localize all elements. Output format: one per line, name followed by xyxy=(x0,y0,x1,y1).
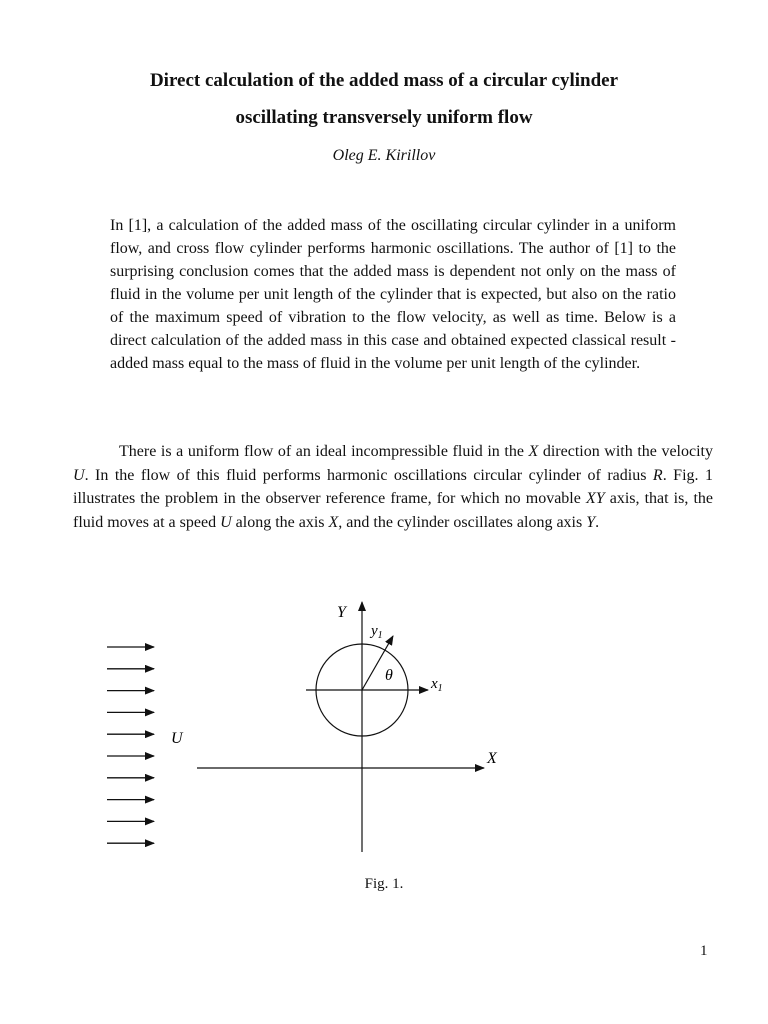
math-symbol: XY xyxy=(585,490,605,507)
math-symbol: Y xyxy=(586,513,596,531)
text-run: . Fig. 1 illustrates the problem in the observer reference frame, for which no movable xyxy=(73,466,714,507)
math-symbol: U xyxy=(73,466,85,484)
text-run: axis, that is, the fluid moves at a speed xyxy=(73,490,713,531)
label-X: X xyxy=(487,750,497,767)
math-symbol: R xyxy=(652,466,663,484)
text-run: along the axis xyxy=(231,513,329,531)
text-run: There is a uniform flow of an ideal incompressible fluid in the xyxy=(119,443,529,460)
figure-1 xyxy=(0,590,768,860)
label-theta: θ xyxy=(385,667,393,684)
text-run: . xyxy=(595,513,600,531)
label-U: U xyxy=(171,730,183,747)
abstract: In [1], a calculation of the added mass of the oscillating circular cylinder in a uniform flow, and cross flow cylinder performs harmonic oscillations. The author of [1] to the surprising conclusion comes that the added mass is dependent not only on the mass of fluid in the volume per unit length of the cylinder that is expected, but also on the ratio of the maximum speed of vibration to the flow velocity, as well as time. Below is a direct calculation of the added mass in this case and obtained expected classical result - added mass equal to the mass of fluid in the volume per unit length of the cylinder. xyxy=(110,217,676,372)
math-symbol: U xyxy=(220,513,232,531)
paper-title-line-2: oscillating transversely uniform flow xyxy=(235,107,533,128)
label-Y: Y xyxy=(337,604,346,621)
text-run: direction with the velocity xyxy=(538,443,713,460)
label-y1: $y_1$ xyxy=(371,623,383,641)
paper-title-line-1: Direct calculation of the added mass of a circular cylinder xyxy=(149,70,619,91)
page-number: 1 xyxy=(700,943,708,959)
author: Oleg E. Kirillov xyxy=(332,147,436,164)
flow-arrows xyxy=(107,647,154,843)
figure-caption: Fig. 1. xyxy=(364,876,404,892)
text-run: . In the flow of this fluid performs harmonic oscillations circular cylinder of radius xyxy=(84,466,653,484)
math-symbol: X xyxy=(328,513,339,531)
math-symbol: X xyxy=(528,443,539,460)
text-run: , and the cylinder oscillates along axis xyxy=(338,513,587,531)
label-x1: $x_1$ xyxy=(431,676,443,694)
body-paragraph xyxy=(73,440,713,534)
